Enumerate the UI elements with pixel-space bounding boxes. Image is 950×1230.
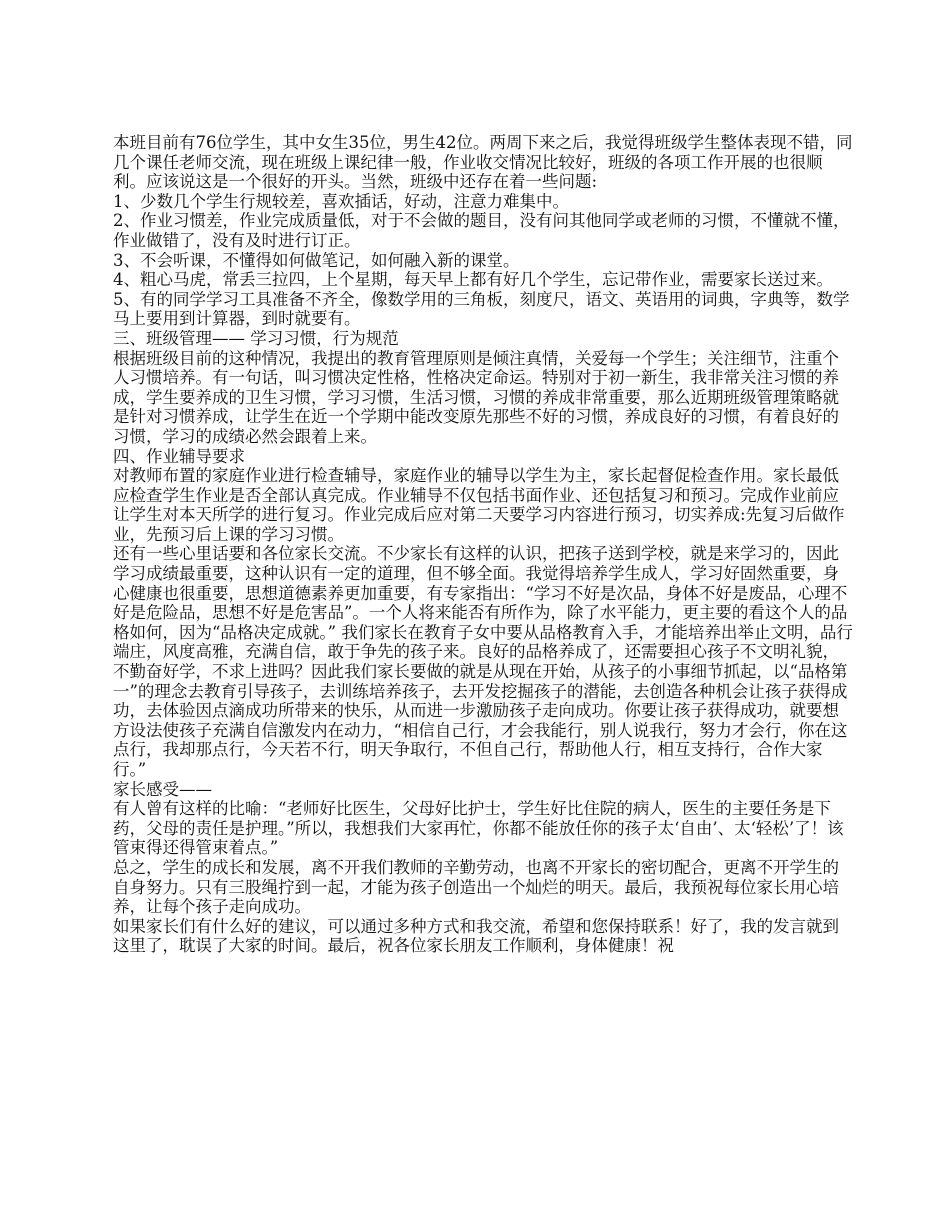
paragraph-doctor-analogy: 有人曾有这样的比喻：“老师好比医生，父母好比护士，学生好比住院的病人，医生的主要任务是下药，父母的责任是护理。”所以，我想我们大家再忙，你都不能放任你的孩子太‘自由’、太‘轻松’了！该管束得还得管束着点。” <box>113 799 844 858</box>
paragraph-problem-4: 4、粗心马虎，常丢三拉四，上个星期，每天早上都有好几个学生，忘记带作业，需要家长送过来。 <box>113 270 833 290</box>
paragraph-character-education: 还有一些心里话要和各位家长交流。不少家长有这样的认识，把孩子送到学校，就是来学习的，因此学习成绩最重要，这种认识有一定的道理，但不够全面。我觉得培养学生成人，学习好固然重要，身心健康也很重要，思想道德素养更加重要，有专家指出：“学习不好是次品，身体不好是废品，心理不好是危险品，思想不好是危害品”。一个人将来能否有所作为，除了水平能力，更主要的看这个人的品格如何，因为“品格决定成就。” 我们家长在教育子女中要从品格教育入手，才能培养出举止文明，品行端庄，风度高雅，充满自信，敢于争先的孩子来。良好的品格养成了，还需要担心孩子不文明礼貌，不勤奋好学，不求上进吗？因此我们家长要做的就是从现在开始，从孩子的小事细节抓起，以“品格第一”的理念去教育引导孩子，去训练培养孩子，去开发挖掘孩子的潜能，去创造各种机会让孩子获得成功，去体验因点滴成功所带来的快乐，从而进一步激励孩子走向成功。你要让孩子获得成功，就要想方设法使孩子充满自信激发内在动力，“相信自己行，才会我能行，别人说我行，努力才会行，你在这点行，我却那点行，今天若不行，明天争取行，不但自己行，帮助他人行，相互支持行，合作大家行。” <box>113 544 853 779</box>
paragraph-problem-1: 1、少数几个学生行规较差，喜欢插话，好动，注意力难集中。 <box>113 191 569 211</box>
paragraph-problem-5: 5、有的同学学习工具准备不齐全，像数学用的三角板，刻度尺，语文、英语用的词典，字典等，数学马上要用到计算器，到时就要有。 <box>113 289 850 329</box>
section-heading-homework: 四、作业辅导要求 <box>113 446 245 466</box>
paragraph-problem-2: 2、作业习惯差，作业完成质量低，对于不会做的题目，没有问其他同学或老师的习惯，不懂就不懂，作业做错了，没有及时进行订正。 <box>113 211 850 250</box>
section-heading-parent-feelings: 家长感受—— <box>113 779 212 799</box>
paragraph-closing: 如果家长们有什么好的建议，可以通过多种方式和我交流，希望和您保持联系！好了，我的发言就到这里了，耽误了大家的时间。最后，祝各位家长朋友工作顺利，身体健康！祝 <box>113 916 839 956</box>
document-body <box>113 133 853 956</box>
paragraph-problem-3: 3、不会听课，不懂得如何做笔记，如何融入新的课堂。 <box>113 250 520 270</box>
paragraph-summary: 总之，学生的成长和发展，离不开我们教师的辛勤劳动，也离不开家长的密切配合，更离不开学生的自身努力。只有三股绳拧到一起，才能为孩子创造出一个灿烂的明天。最后，我预祝每位家长用心培养，让每个孩子走向成功。 <box>113 857 839 917</box>
paragraph-management-principles: 根据班级目前的这种情况，我提出的教育管理原则是倾注真情，关爱每一个学生；关注细节，注重个人习惯培养。有一句话，叫习惯决定性格，性格决定命运。特别对于初一新生，我非常关注习惯的养成，学生要养成的卫生习惯，学习习惯，生活习惯，习惯的养成非常重要，那么近期班级管理策略就是针对习惯养成，让学生在近一个学期中能改变原先那些不好的习惯，养成良好的习惯，有着良好的习惯，学习的成绩必然会跟着上来。 <box>113 348 839 446</box>
section-heading-class-management: 三、班级管理—— 学习习惯，行为规范 <box>113 328 399 348</box>
paragraph-homework-guidance: 对教师布置的家庭作业进行检查辅导，家庭作业的辅导以学生为主，家长起督促检查作用。家长最低应检查学生作业是否全部认真完成。作业辅导不仅包括书面作业、还包括复习和预习。完成作业前应让学生对本天所学的进行复习。作业完成后应对第二天要学习内容进行预习，切实养成:先复习后做作业，先预习后上课的学习习惯。 <box>113 466 845 544</box>
paragraph-class-overview: 本班目前有76位学生，其中女生35位，男生42位。两周下来之后，我觉得班级学生整体表现不错，同几个课任老师交流，现在班级上课纪律一般，作业收交情况比较好，班级的各项工作开展的也很顺利。应该说这是一个很好的开头。当然，班级中还存在着一些问题: <box>113 133 853 192</box>
